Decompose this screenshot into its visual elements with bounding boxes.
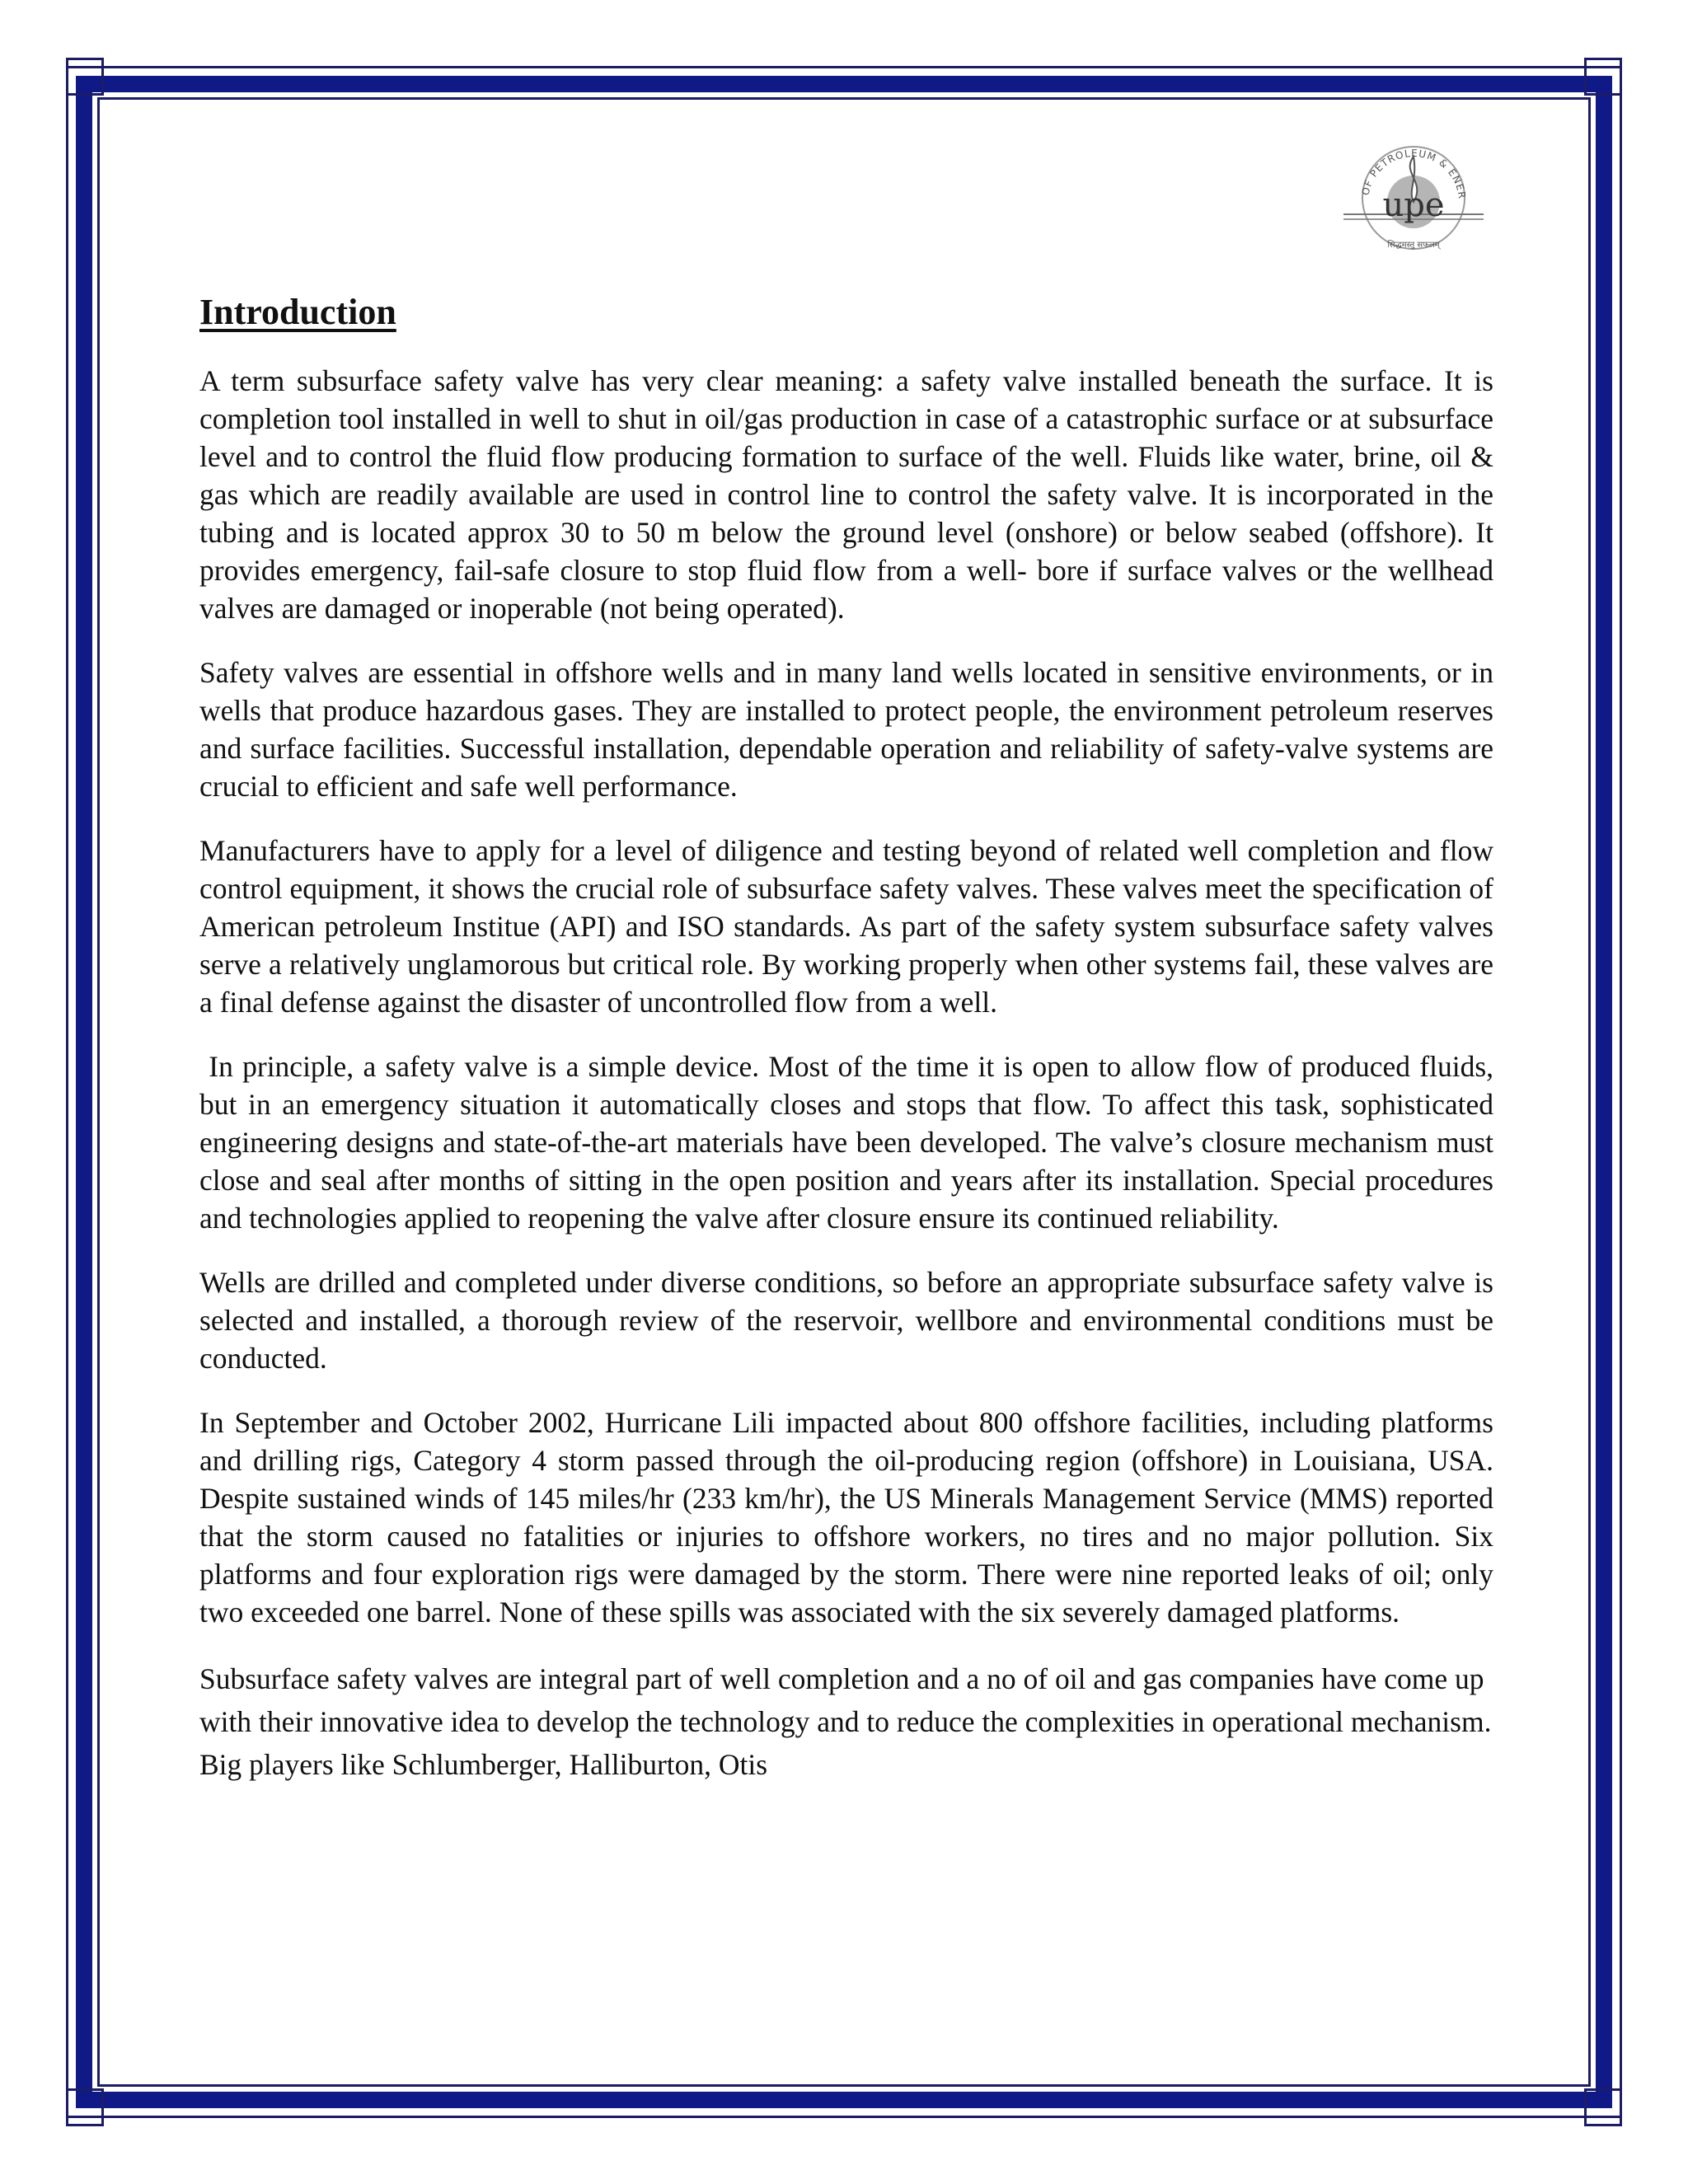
- paragraph-4: In principle, a safety valve is a simple device. Most of the time it is open to allow flow of produced fluids, but in an emergency situation it automatically closes and stops that flow. To affect this task, sophisticated engineering designs and state-of-the-art materials have been developed. The valve’s closure mechanism must close and seal after months of sitting in the open position and years after its installation. Special procedures and technologies applied to reopening the valve after closure ensure its continued reliability.: [199, 1050, 1501, 1235]
- paragraph-3: Manufacturers have to apply for a level of diligence and testing beyond of related well completion and flow control equipment, it shows the crucial role of subsurface safety valves. These valves meet the specification of American petroleum Institue (API) and ISO standards. As part of the safety system subsurface safety valves serve a relatively unglamorous but critical role. By working properly when other systems fail, these valves are a final defense against the disaster of uncontrolled flow from a well.: [199, 834, 1493, 1019]
- paragraph-1: A term subsurface safety valve has very clear meaning: a safety valve installed beneath the surface. It is completion tool installed in well to shut in oil/gas production in case of a catastrophic surface or at subsurface level and to control the fluid flow producing formation to surface of the well. Fluids like water, brine, oil & gas which are readily available are used in control line to control the safety valve. It is incorporated in the tubing and is located approx 30 to 50 m below the ground level (onshore) or below seabed (offshore). It provides emergency, fail-safe closure to stop fluid flow from a well- bore if surface valves or the wellhead valves are damaged or inoperable (not being operated).: [199, 364, 1493, 626]
- paragraph-7: Subsurface safety valves are integral part of well completion and a no of oil and gas companies have come up with their innovative idea to develop the technology and to reduce the complexities in operational mechanism. Big players like Schlumberger, Halliburton, Otis: [199, 1662, 1492, 1782]
- border-corner-top-left: [66, 58, 104, 96]
- border-corner-bottom-right: [1584, 2088, 1622, 2126]
- page-title: Introduction: [199, 292, 396, 332]
- logo-initials: upe: [1382, 186, 1445, 224]
- logo-arc-text: OF PETROLEUM & ENER: [1359, 147, 1469, 200]
- border-corner-top-right: [1584, 58, 1622, 96]
- logo-emblem-icon: [1335, 124, 1492, 255]
- paragraph-5: Wells are drilled and completed under diverse conditions, so before an appropriate subsurface safety valve is selected and installed, a thorough review of the reservoir, wellbore and environmental conditions must be conducted.: [199, 1266, 1493, 1376]
- paragraph-6: In September and October 2002, Hurricane Lili impacted about 800 offshore facilities, including platforms and drilling rigs, Category 4 storm passed through the oil-producing region (offshore) in Louisiana, USA. Despite sustained winds of 145 miles/hr (233 km/hr), the US Minerals Management Service (MMS) reported that the storm caused no fatalities or injuries to offshore workers, no tires and no major pollution. Six platforms and four exploration rigs were damaged by the storm. There were nine reported leaks of oil; only two exceeded one barrel. None of these spills was associated with the six severely damaged platforms.: [199, 1406, 1493, 1629]
- document-body: [199, 292, 1501, 1812]
- border-corner-bottom-left: [66, 2088, 104, 2126]
- logo-motto: सिद्धमस्तु सफलम्: [1387, 241, 1440, 250]
- university-logo: [1335, 124, 1492, 255]
- paragraph-2: Safety valves are essential in offshore wells and in many land wells located in sensitive environments, or in wells that produce hazardous gases. They are installed to protect people, the environment petroleum reserves and surface facilities. Successful installation, dependable operation and reliability of safety-valve systems are crucial to efficient and safe well performance.: [199, 656, 1493, 804]
